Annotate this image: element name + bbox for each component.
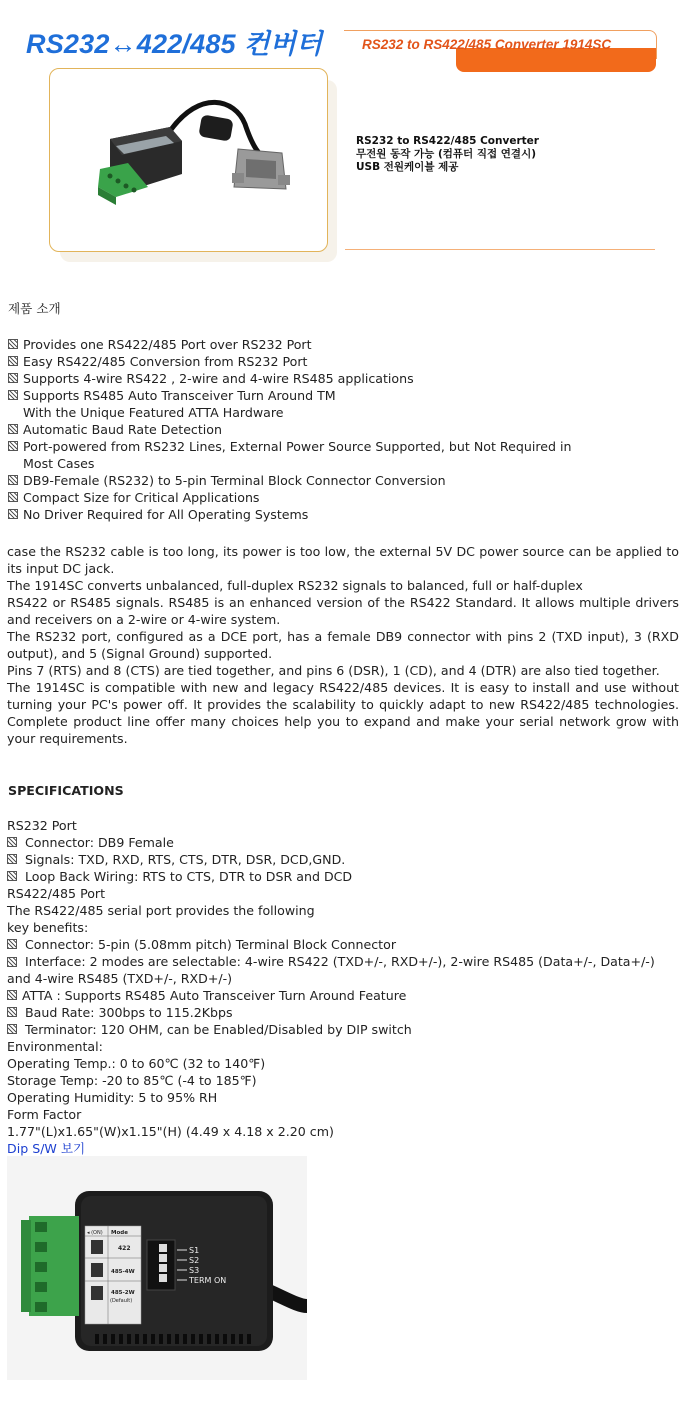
list-item-text: DB9-Female (RS232) to 5-pin Terminal Block Connector Conversion xyxy=(23,473,446,488)
product-feature-summary xyxy=(356,135,539,174)
product-photo xyxy=(49,68,328,252)
checkbox-bullet-icon xyxy=(7,837,17,847)
checkbox-bullet-icon xyxy=(7,871,17,881)
spec-env-item: Storage Temp: -20 to 85℃ (-4 to 185℉) xyxy=(7,1073,257,1088)
list-item xyxy=(8,438,571,455)
spec-item-text: Loop Back Wiring: RTS to CTS, DTR to DSR and DCD xyxy=(25,869,353,884)
checkbox-bullet-icon xyxy=(8,339,18,349)
spec-item xyxy=(7,834,679,851)
list-item-text: Automatic Baud Rate Detection xyxy=(23,422,222,437)
spec-item xyxy=(7,851,679,868)
list-item xyxy=(8,370,571,387)
dip-label-s3: S3 xyxy=(189,1266,200,1275)
spec-item-text: ATTA : Supports RS485 Auto Transceiver Turn Around Feature xyxy=(22,988,407,1003)
spec-item xyxy=(7,868,679,885)
list-item xyxy=(8,353,571,370)
feature-line: RS232 to RS422/485 Converter xyxy=(356,135,539,147)
spec-item-text: Interface: 2 modes are selectable: 4-wire RS422 (TXD+/-, RXD+/-), 2-wire RS485 (Data+/-, Data+/-) and 4-wire RS485 (TXD+/-, RXD+/-) xyxy=(7,954,655,986)
checkbox-bullet-icon xyxy=(8,475,18,485)
list-item-text: Compact Size for Critical Applications xyxy=(23,490,260,505)
checkbox-bullet-icon xyxy=(8,441,18,451)
list-item xyxy=(8,472,571,489)
spec-item xyxy=(7,1021,679,1038)
list-item-text: Easy RS422/485 Conversion from RS232 Port xyxy=(23,354,308,369)
spec-item-text: Baud Rate: 300bps to 115.2Kbps xyxy=(25,1005,233,1020)
description-paragraph: RS422 or RS485 signals. RS485 is an enhanced version of the RS422 Standard. It allows multiple drivers and receivers on a 2-wire or 4-wire system. xyxy=(7,595,679,627)
checkbox-bullet-icon xyxy=(7,990,17,1000)
description-paragraph: The 1914SC is compatible with new and legacy RS422/485 devices. It is easy to install and use without turning your PC's power off. It provides the scalability to quickly adapt to new RS422/485 technologies. Complete product line offer many choices help you to expand and make your serial network grow with your requirements. xyxy=(7,680,679,746)
checkbox-bullet-icon xyxy=(7,957,17,967)
list-item-text: Provides one RS422/485 Port over RS232 Port xyxy=(23,337,312,352)
description-paragraph: The 1914SC converts unbalanced, full-duplex RS232 signals to balanced, full or half-duplex xyxy=(7,578,583,593)
checkbox-bullet-icon xyxy=(7,1024,17,1034)
spec-item xyxy=(7,936,679,953)
features-list xyxy=(8,336,571,523)
list-item-text: Supports RS485 Auto Transceiver Turn Around TM xyxy=(23,388,336,403)
spec-desc: The RS422/485 serial port provides the following xyxy=(7,903,315,918)
list-item xyxy=(8,489,571,506)
dip-table-header-mode: Mode xyxy=(111,1230,128,1236)
checkbox-bullet-icon xyxy=(8,424,18,434)
dip-switch-photo xyxy=(7,1156,307,1380)
spec-item xyxy=(7,987,679,1004)
list-item xyxy=(8,336,571,353)
dip-mode-default: (Default) xyxy=(110,1298,133,1304)
spec-section-title: RS232 Port xyxy=(7,818,77,833)
dip-mode-485-4w: 485-4W xyxy=(111,1269,135,1275)
checkbox-bullet-icon xyxy=(8,373,18,383)
checkbox-bullet-icon xyxy=(8,492,18,502)
spec-item-text: Terminator: 120 OHM, can be Enabled/Disabled by DIP switch xyxy=(25,1022,412,1037)
product-description xyxy=(7,543,679,747)
feature-line: USB 전원케이블 제공 xyxy=(356,161,459,173)
converter-illustration xyxy=(50,69,327,251)
spec-section-title: Environmental: xyxy=(7,1039,103,1054)
description-paragraph: The RS232 port, configured as a DCE port, has a female DB9 connector with pins 2 (TXD input), 3 (RXD output), and 5 (Signal Ground) supported. xyxy=(7,629,679,661)
specifications-list xyxy=(7,817,679,1157)
spec-item xyxy=(7,1004,679,1021)
description-paragraph: Pins 7 (RTS) and 8 (CTS) are tied together, and pins 6 (DSR), 1 (CD), and 4 (DTR) are also tied together. xyxy=(7,663,660,678)
subtitle-text: RS232 to RS422/485 Converter 1914SC xyxy=(362,37,612,52)
specifications-heading: SPECIFICATIONS xyxy=(8,783,124,798)
checkbox-bullet-icon xyxy=(8,390,18,400)
checkbox-bullet-icon xyxy=(8,509,18,519)
description-paragraph: case the RS232 cable is too long, its power is too low, the external 5V DC power source can be applied to its input DC jack. xyxy=(7,544,679,576)
spec-item xyxy=(7,953,679,987)
list-item xyxy=(8,506,571,523)
divider xyxy=(345,249,655,250)
dip-mode-422: 422 xyxy=(118,1245,131,1252)
spec-item-text: Connector: DB9 Female xyxy=(25,835,174,850)
list-item xyxy=(8,387,571,404)
spec-section-title: RS422/485 Port xyxy=(7,886,106,901)
subtitle-banner xyxy=(344,30,656,72)
dip-table-header-on: ◂ (ON) xyxy=(87,1230,103,1236)
dip-label-s1: S1 xyxy=(189,1246,200,1255)
checkbox-bullet-icon xyxy=(8,356,18,366)
list-item xyxy=(8,421,571,438)
checkbox-bullet-icon xyxy=(7,854,17,864)
intro-heading: 제품 소개 xyxy=(8,301,61,316)
form-factor-value: 1.77"(L)x1.65"(W)x1.15"(H) (4.49 x 4.18 x 2.20 cm) xyxy=(7,1124,334,1139)
feature-line: 무전원 동작 가능 (컴퓨터 직접 연결시) xyxy=(356,148,537,160)
list-item-text: Port-powered from RS232 Lines, External Power Source Supported, but Not Required in xyxy=(23,439,572,454)
dip-label-s2: S2 xyxy=(189,1256,200,1265)
list-item-text: No Driver Required for All Operating Systems xyxy=(23,507,309,522)
checkbox-bullet-icon xyxy=(7,1007,17,1017)
spec-env-item: Operating Temp.: 0 to 60℃ (32 to 140℉) xyxy=(7,1056,266,1071)
checkbox-bullet-icon xyxy=(7,939,17,949)
spec-section-title: Form Factor xyxy=(7,1107,82,1122)
spec-item-text: Connector: 5-pin (5.08mm pitch) Terminal Block Connector xyxy=(25,937,397,952)
spec-desc: key benefits: xyxy=(7,920,89,935)
list-item-continuation: With the Unique Featured ATTA Hardware xyxy=(23,405,284,420)
dip-switch-link[interactable]: Dip S/W 보기 xyxy=(7,1141,86,1156)
list-item-continuation: Most Cases xyxy=(23,456,95,471)
dip-mode-485-2w: 485-2W xyxy=(111,1290,135,1296)
page-title: RS232↔422/485 컨버터 xyxy=(26,29,323,59)
dip-label-term-on: TERM ON xyxy=(189,1276,227,1285)
dip-switch-illustration xyxy=(7,1156,307,1380)
list-item-text: Supports 4-wire RS422 , 2-wire and 4-wire RS485 applications xyxy=(23,371,414,386)
spec-env-item: Operating Humidity: 5 to 95% RH xyxy=(7,1090,218,1105)
spec-item-text: Signals: TXD, RXD, RTS, CTS, DTR, DSR, DCD,GND. xyxy=(25,852,346,867)
